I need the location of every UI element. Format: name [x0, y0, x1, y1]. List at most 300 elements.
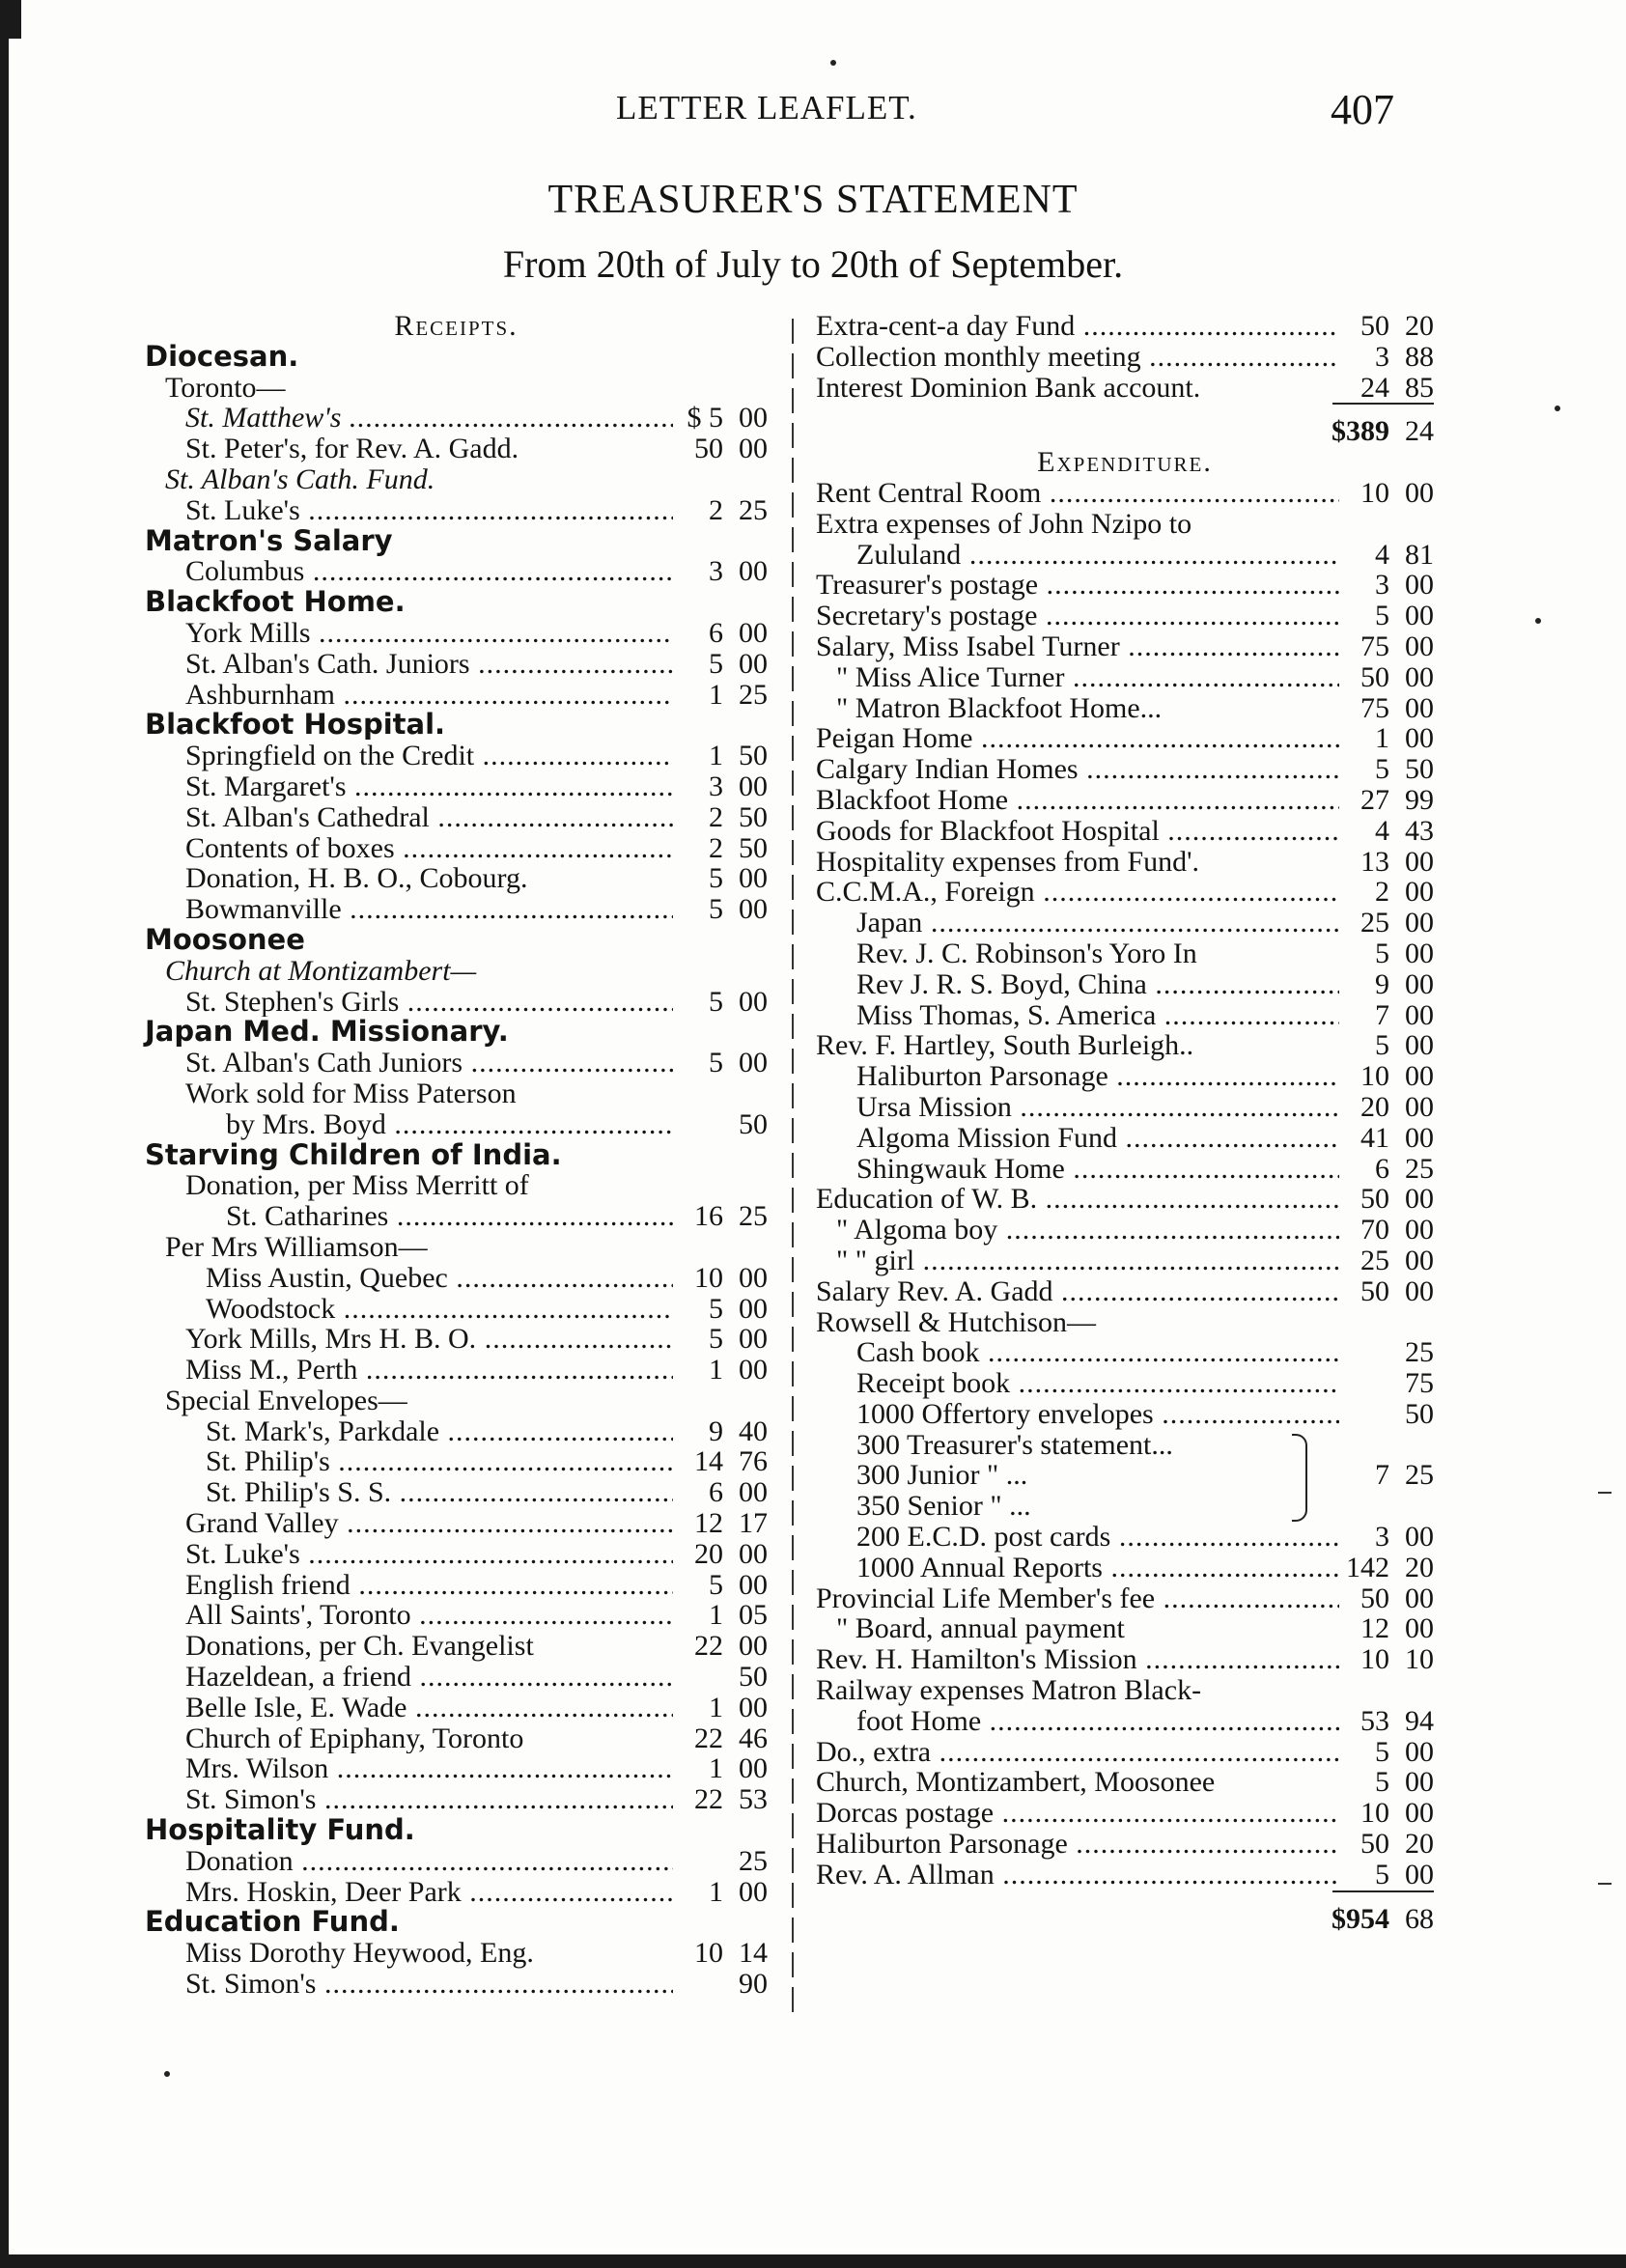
- item-dollars: 12: [1360, 1612, 1389, 1645]
- item-dollars: 24: [1360, 371, 1389, 404]
- item-dollars: 9: [709, 1414, 723, 1447]
- fund-heading-label: Diocesan.: [145, 339, 299, 373]
- item-label: Church of Epiphany, Toronto: [185, 1722, 524, 1754]
- item-cents: 00: [739, 555, 768, 588]
- item-cents: 50: [1405, 753, 1434, 786]
- item-label: Railway expenses Matron Black-: [816, 1675, 1202, 1706]
- item-dollars: 1: [709, 1875, 723, 1908]
- line-item: [816, 1767, 1434, 1798]
- line-item: [816, 1368, 1434, 1399]
- item-dollars: 50: [1360, 1274, 1389, 1307]
- item-label: Toronto—: [165, 372, 286, 404]
- item-cents: 25: [739, 1844, 768, 1877]
- item-cents: 20: [1405, 310, 1434, 342]
- line-item: [145, 1170, 768, 1201]
- item-dollars: 5: [709, 1047, 723, 1079]
- item-dollars: 7: [1375, 998, 1389, 1031]
- line-item: [816, 1613, 1434, 1644]
- total-cents: 24: [1405, 415, 1434, 448]
- line-item: [145, 956, 768, 987]
- item-cents: 00: [1405, 845, 1434, 878]
- item-dollars: 50: [1360, 310, 1389, 342]
- column-divider: [792, 319, 794, 2018]
- item-cents: 00: [739, 433, 768, 465]
- total-rule-row: [816, 403, 1434, 416]
- item-label: Springfield on the Credit .....: [145, 741, 673, 771]
- item-label: Rowsell & Hutchison—: [816, 1306, 1096, 1338]
- line-item: [816, 1215, 1434, 1246]
- line-item: [816, 478, 1434, 509]
- line-item: [145, 1539, 768, 1570]
- item-label: Goods for Blackfoot Hospital .....: [816, 816, 1339, 847]
- scan-speck: [164, 2071, 170, 2077]
- item-dollars: 22: [694, 1722, 723, 1754]
- line-item: [816, 1706, 1434, 1737]
- item-cents: 90: [739, 1968, 768, 2001]
- item-label: St. Alban's Cathedral .....: [145, 802, 673, 833]
- item-dollars: 75: [1360, 691, 1389, 724]
- item-cents: 00: [739, 616, 768, 649]
- item-dollars: 41: [1360, 1121, 1389, 1154]
- item-label: Contents of boxes .....: [145, 833, 673, 864]
- line-item: [816, 373, 1434, 404]
- item-cents: 00: [739, 1354, 768, 1386]
- item-label: Salary, Miss Isabel Turner .....: [816, 631, 1339, 662]
- item-cents: 00: [1405, 1121, 1434, 1154]
- line-item: [816, 816, 1434, 847]
- fund-heading-label: Starving Children of India.: [145, 1137, 562, 1171]
- item-label: St. Matthew's .....: [145, 403, 673, 434]
- item-dollars: 13: [1360, 845, 1389, 878]
- line-item: [145, 1416, 768, 1447]
- line-item: [145, 1784, 768, 1815]
- line-item: [145, 434, 768, 464]
- item-label: St. Stephen's Girls .....: [145, 987, 673, 1018]
- item-label: St. Philip's S. S. .....: [145, 1477, 673, 1508]
- item-dollars: 5: [1375, 1029, 1389, 1062]
- item-label: Extra expenses of John Nzipo to: [816, 508, 1192, 540]
- item-cents: 00: [1405, 1244, 1434, 1276]
- item-label: Miss Dorothy Heywood, Eng.: [185, 1938, 534, 1970]
- page-edge-bottom: [0, 2254, 1626, 2268]
- item-dollars: 50: [1360, 1828, 1389, 1861]
- line-item: [816, 1246, 1434, 1276]
- item-cents: 05: [739, 1599, 768, 1632]
- item-label: Mrs. Hoskin, Deer Park .....: [145, 1877, 673, 1908]
- line-item: [145, 1446, 768, 1477]
- item-label: 1000 Annual Reports .....: [816, 1553, 1339, 1583]
- line-item: [816, 631, 1434, 662]
- fund-heading: [145, 922, 768, 956]
- item-dollars: 5: [1375, 937, 1389, 969]
- item-label: Rev. F. Hartley, South Burleigh..: [816, 1030, 1194, 1062]
- item-label: 300 Junior " ...: [856, 1460, 1028, 1492]
- item-cents: 00: [739, 1261, 768, 1294]
- line-item: [145, 1232, 768, 1263]
- section-heading: [145, 311, 768, 342]
- bracket-brace: [1292, 1434, 1307, 1522]
- item-cents: 00: [739, 862, 768, 895]
- item-cents: 53: [739, 1783, 768, 1816]
- item-label: All Saints', Toronto .....: [145, 1600, 673, 1631]
- item-cents: 00: [739, 770, 768, 802]
- item-label: St. Margaret's .....: [145, 771, 673, 802]
- line-item: [145, 741, 768, 771]
- item-cents: 46: [739, 1722, 768, 1754]
- item-cents: 00: [1405, 876, 1434, 909]
- line-item: [145, 1938, 768, 1969]
- item-label: St. Alban's Cath. Juniors .....: [145, 649, 673, 680]
- line-item: [816, 540, 1434, 571]
- item-cents: 00: [1405, 998, 1434, 1031]
- line-item: [816, 1522, 1434, 1553]
- item-cents: 50: [739, 1107, 768, 1140]
- line-item: [145, 1355, 768, 1386]
- line-item: [145, 1846, 768, 1877]
- line-item: [816, 1644, 1434, 1675]
- section-label: Expenditure.: [1037, 446, 1213, 479]
- fund-heading-label: Education Fund.: [145, 1905, 400, 1939]
- fund-heading: [145, 339, 768, 373]
- item-dollars: 1: [709, 678, 723, 711]
- section-label: Receipts.: [394, 310, 519, 342]
- item-dollars: 2: [709, 831, 723, 864]
- line-item: [816, 342, 1434, 373]
- item-dollars: 27: [1360, 783, 1389, 816]
- item-dollars: 6: [709, 1476, 723, 1509]
- item-label: Miss M., Perth .....: [145, 1355, 673, 1386]
- item-cents: 00: [1405, 1029, 1434, 1062]
- item-label: Blackfoot Home .....: [816, 785, 1339, 816]
- item-cents: 00: [739, 1752, 768, 1785]
- item-cents: 00: [1405, 1612, 1434, 1645]
- item-cents: 40: [739, 1414, 768, 1447]
- line-item: [816, 969, 1434, 1000]
- item-label: Columbus .....: [145, 556, 673, 587]
- item-label: Haliburton Parsonage .....: [816, 1061, 1339, 1092]
- fund-heading: [145, 710, 768, 741]
- line-item: [145, 680, 768, 711]
- item-dollars: 10: [1360, 476, 1389, 509]
- line-item: [145, 833, 768, 864]
- item-dollars: 1: [709, 740, 723, 772]
- line-item: [145, 863, 768, 894]
- item-label: St. Alban's Cath Juniors .....: [145, 1048, 673, 1078]
- line-item: [816, 693, 1434, 724]
- line-item: [145, 1263, 768, 1294]
- line-item: [816, 1123, 1434, 1154]
- line-item: [816, 1184, 1434, 1215]
- item-cents: 25: [739, 1200, 768, 1233]
- item-dollars: 5: [1375, 1735, 1389, 1768]
- item-cents: 10: [1405, 1643, 1434, 1676]
- item-label: St. Mark's, Parkdale .....: [145, 1416, 673, 1447]
- item-label: Do., extra .....: [816, 1737, 1339, 1768]
- item-cents: 00: [1405, 630, 1434, 662]
- item-label: Donation .....: [145, 1846, 673, 1877]
- item-cents: 00: [1405, 1090, 1434, 1123]
- fund-heading: [145, 1907, 768, 1938]
- line-item: [145, 1570, 768, 1601]
- item-label: " " girl .....: [816, 1246, 1339, 1276]
- item-label: Hazeldean, a friend .....: [145, 1662, 673, 1693]
- line-item: [145, 1693, 768, 1723]
- item-label: 1000 Offertory envelopes .....: [816, 1399, 1339, 1430]
- item-cents: 00: [1405, 1214, 1434, 1246]
- item-label: Ashburnham .....: [145, 680, 673, 711]
- item-cents: 25: [1405, 1152, 1434, 1185]
- fund-heading: [145, 523, 768, 557]
- item-label: 300 Treasurer's statement...: [856, 1429, 1173, 1461]
- item-label: Provincial Life Member's fee .....: [816, 1583, 1339, 1614]
- item-label: Per Mrs Williamson—: [165, 1231, 428, 1263]
- item-cents: 43: [1405, 814, 1434, 847]
- scan-mark: [1598, 1492, 1612, 1494]
- item-label: Secretary's postage .....: [816, 601, 1339, 631]
- item-cents: 00: [1405, 1858, 1434, 1890]
- item-dollars: 4: [1375, 814, 1389, 847]
- item-label: by Mrs. Boyd .....: [145, 1109, 673, 1140]
- item-cents: 00: [1405, 937, 1434, 969]
- fund-heading: [145, 1815, 768, 1846]
- fund-heading: [145, 587, 768, 618]
- item-cents: 88: [1405, 340, 1434, 373]
- receipts-column: [145, 311, 768, 2000]
- line-item: [816, 1061, 1434, 1092]
- line-item: [816, 723, 1434, 754]
- total-rule: [1332, 403, 1434, 405]
- item-cents: 00: [1405, 1582, 1434, 1614]
- item-label: Calgary Indian Homes .....: [816, 754, 1339, 785]
- running-title: LETTER LEAFLET.: [616, 89, 917, 126]
- line-item: [145, 1969, 768, 2000]
- item-label: Peigan Home .....: [816, 723, 1339, 754]
- line-item: [816, 877, 1434, 908]
- line-item: [145, 1109, 768, 1140]
- line-item: [145, 403, 768, 434]
- item-dollars: 12: [694, 1507, 723, 1540]
- total-rule-row: [816, 1890, 1434, 1904]
- item-dollars: 5: [709, 985, 723, 1018]
- line-item: [816, 754, 1434, 785]
- item-dollars: 1: [709, 1752, 723, 1785]
- item-dollars: 50: [1360, 660, 1389, 693]
- scan-speck: [830, 60, 836, 66]
- item-label: Rev. H. Hamilton's Mission .....: [816, 1644, 1339, 1675]
- scan-speck: [1555, 406, 1560, 411]
- total-dollars: $954: [1332, 1902, 1389, 1935]
- item-label: Algoma Mission Fund .....: [816, 1123, 1339, 1154]
- item-dollars: 14: [694, 1445, 723, 1478]
- fund-heading-label: Matron's Salary: [145, 523, 393, 557]
- item-label: 200 E.C.D. post cards .....: [816, 1522, 1339, 1553]
- item-label: C.C.M.A., Foreign .....: [816, 877, 1339, 908]
- fund-heading: [145, 1137, 768, 1171]
- item-dollars: 70: [1360, 1214, 1389, 1246]
- item-cents: 75: [1405, 1367, 1434, 1400]
- item-label: Miss Austin, Quebec .....: [145, 1263, 673, 1294]
- item-dollars: 3: [1375, 340, 1389, 373]
- item-label: " Algoma boy .....: [816, 1215, 1339, 1246]
- item-label: Mrs. Wilson .....: [145, 1753, 673, 1784]
- item-label: Work sold for Miss Paterson: [185, 1078, 517, 1109]
- line-item: [816, 1829, 1434, 1860]
- total-cents: 68: [1405, 1902, 1434, 1935]
- item-cents: 76: [739, 1445, 768, 1478]
- item-cents: 25: [739, 678, 768, 711]
- item-cents: 50: [739, 800, 768, 833]
- item-label: Donations, per Ch. Evangelist: [185, 1631, 534, 1663]
- item-label: Japan .....: [816, 908, 1339, 938]
- line-item: [145, 1877, 768, 1908]
- item-cents: 17: [739, 1507, 768, 1540]
- item-label: Receipt book .....: [816, 1368, 1339, 1399]
- page-edge-left: [0, 0, 9, 2268]
- item-dollars: 3: [1375, 1521, 1389, 1554]
- item-dollars: 2: [1375, 876, 1389, 909]
- item-cents: 00: [1405, 569, 1434, 602]
- item-cents: 00: [739, 1476, 768, 1509]
- line-item: [816, 1860, 1434, 1890]
- line-item: [145, 1662, 768, 1693]
- item-dollars: 10: [1360, 1643, 1389, 1676]
- item-dollars: 142: [1346, 1551, 1389, 1583]
- line-item: [145, 987, 768, 1018]
- item-dollars: $ 5: [687, 402, 723, 434]
- item-label: English friend .....: [145, 1570, 673, 1601]
- item-cents: 00: [1405, 907, 1434, 939]
- item-label: Church at Montizambert—: [165, 955, 477, 987]
- running-header: [0, 86, 1626, 135]
- item-cents: 00: [739, 1630, 768, 1663]
- item-cents: 00: [1405, 691, 1434, 724]
- item-cents: 00: [1405, 1766, 1434, 1799]
- item-label: Rev. J. C. Robinson's Yoro In: [856, 938, 1197, 969]
- line-item: [816, 1675, 1434, 1706]
- item-dollars: 25: [1360, 907, 1389, 939]
- item-label: St. Peter's, for Rev. A. Gadd.: [185, 434, 519, 464]
- item-dollars: 2: [709, 800, 723, 833]
- item-dollars: 20: [1360, 1090, 1389, 1123]
- line-item: [145, 1753, 768, 1784]
- item-label: York Mills, Mrs H. B. O. .....: [145, 1324, 673, 1355]
- fund-heading-label: Hospitality Fund.: [145, 1813, 415, 1847]
- item-cents: 00: [1405, 660, 1434, 693]
- page-subtitle: From 20th of July to 20th of September.: [502, 242, 1124, 286]
- item-cents: 50: [739, 831, 768, 864]
- item-label: St. Catharines .....: [145, 1201, 673, 1232]
- item-label: Special Envelopes—: [165, 1385, 407, 1416]
- item-label: St. Philip's .....: [145, 1446, 673, 1477]
- item-dollars: 7: [1375, 1459, 1389, 1492]
- item-label: Treasurer's postage .....: [816, 570, 1339, 601]
- item-label: Ursa Mission .....: [816, 1092, 1339, 1123]
- item-dollars: 3: [1375, 569, 1389, 602]
- line-item: [145, 1631, 768, 1662]
- item-cents: 00: [739, 1691, 768, 1723]
- item-cents: 00: [1405, 1797, 1434, 1830]
- item-cents: 00: [1405, 1060, 1434, 1093]
- item-cents: 14: [739, 1937, 768, 1970]
- item-dollars: 5: [1375, 753, 1389, 786]
- item-label: St. Alban's Cath. Fund.: [165, 463, 435, 495]
- item-label: Cash book .....: [816, 1337, 1339, 1368]
- total-rule: [1332, 1890, 1434, 1892]
- item-cents: 00: [739, 1568, 768, 1601]
- item-label: Zululand .....: [816, 540, 1339, 571]
- item-cents: 00: [739, 893, 768, 926]
- item-dollars: 2: [709, 493, 723, 526]
- line-item: [145, 1508, 768, 1539]
- item-label: St. Simon's .....: [145, 1969, 673, 2000]
- item-dollars: 5: [709, 1323, 723, 1356]
- line-item: [816, 1276, 1434, 1307]
- line-item: [816, 601, 1434, 631]
- fund-heading-label: Moosonee: [145, 922, 305, 956]
- line-item: [145, 464, 768, 495]
- line-item: [816, 1798, 1434, 1829]
- expenditure-column: [816, 311, 1434, 1934]
- item-dollars: 5: [709, 862, 723, 895]
- line-item: [816, 938, 1434, 969]
- item-dollars: 5: [709, 1568, 723, 1601]
- line-item: [816, 662, 1434, 693]
- item-cents: 20: [1405, 1828, 1434, 1861]
- item-dollars: 1: [709, 1599, 723, 1632]
- item-cents: 20: [1405, 1551, 1434, 1583]
- line-item: [145, 1294, 768, 1325]
- item-dollars: 10: [694, 1261, 723, 1294]
- item-dollars: 6: [1375, 1152, 1389, 1185]
- line-item: [816, 1737, 1434, 1768]
- line-item: [145, 1048, 768, 1078]
- item-dollars: 25: [1360, 1244, 1389, 1276]
- item-cents: 00: [739, 985, 768, 1018]
- item-label: Woodstock .....: [145, 1294, 673, 1325]
- item-dollars: 1: [709, 1691, 723, 1723]
- item-cents: 50: [739, 740, 768, 772]
- fund-heading-label: Blackfoot Hospital.: [145, 708, 446, 742]
- item-dollars: 50: [1360, 1582, 1389, 1614]
- item-dollars: 3: [709, 555, 723, 588]
- item-label: Salary Rev. A. Gadd .....: [816, 1276, 1339, 1307]
- item-cents: 00: [739, 1292, 768, 1325]
- item-cents: 85: [1405, 371, 1434, 404]
- line-item: [145, 649, 768, 680]
- item-label: Interest Dominion Bank account.: [816, 372, 1201, 404]
- section-heading: [816, 447, 1434, 478]
- item-dollars: 16: [694, 1200, 723, 1233]
- line-item: [145, 373, 768, 404]
- item-label: foot Home .....: [816, 1706, 1339, 1737]
- item-label: Donation, per Miss Merritt of: [185, 1170, 529, 1202]
- line-item: [145, 495, 768, 526]
- item-dollars: 22: [694, 1630, 723, 1663]
- line-item: [816, 1030, 1434, 1061]
- line-item: [145, 556, 768, 587]
- item-label: 350 Senior " ...: [856, 1491, 1031, 1523]
- line-item: [816, 1583, 1434, 1614]
- item-cents: 25: [1405, 1336, 1434, 1369]
- page-number: 407: [1331, 86, 1394, 133]
- line-item: [816, 1430, 1434, 1461]
- item-dollars: 10: [1360, 1060, 1389, 1093]
- item-cents: 00: [739, 1537, 768, 1570]
- line-item: [816, 1337, 1434, 1368]
- total-row: [816, 416, 1434, 447]
- line-item: [145, 894, 768, 925]
- fund-heading: [145, 1017, 768, 1048]
